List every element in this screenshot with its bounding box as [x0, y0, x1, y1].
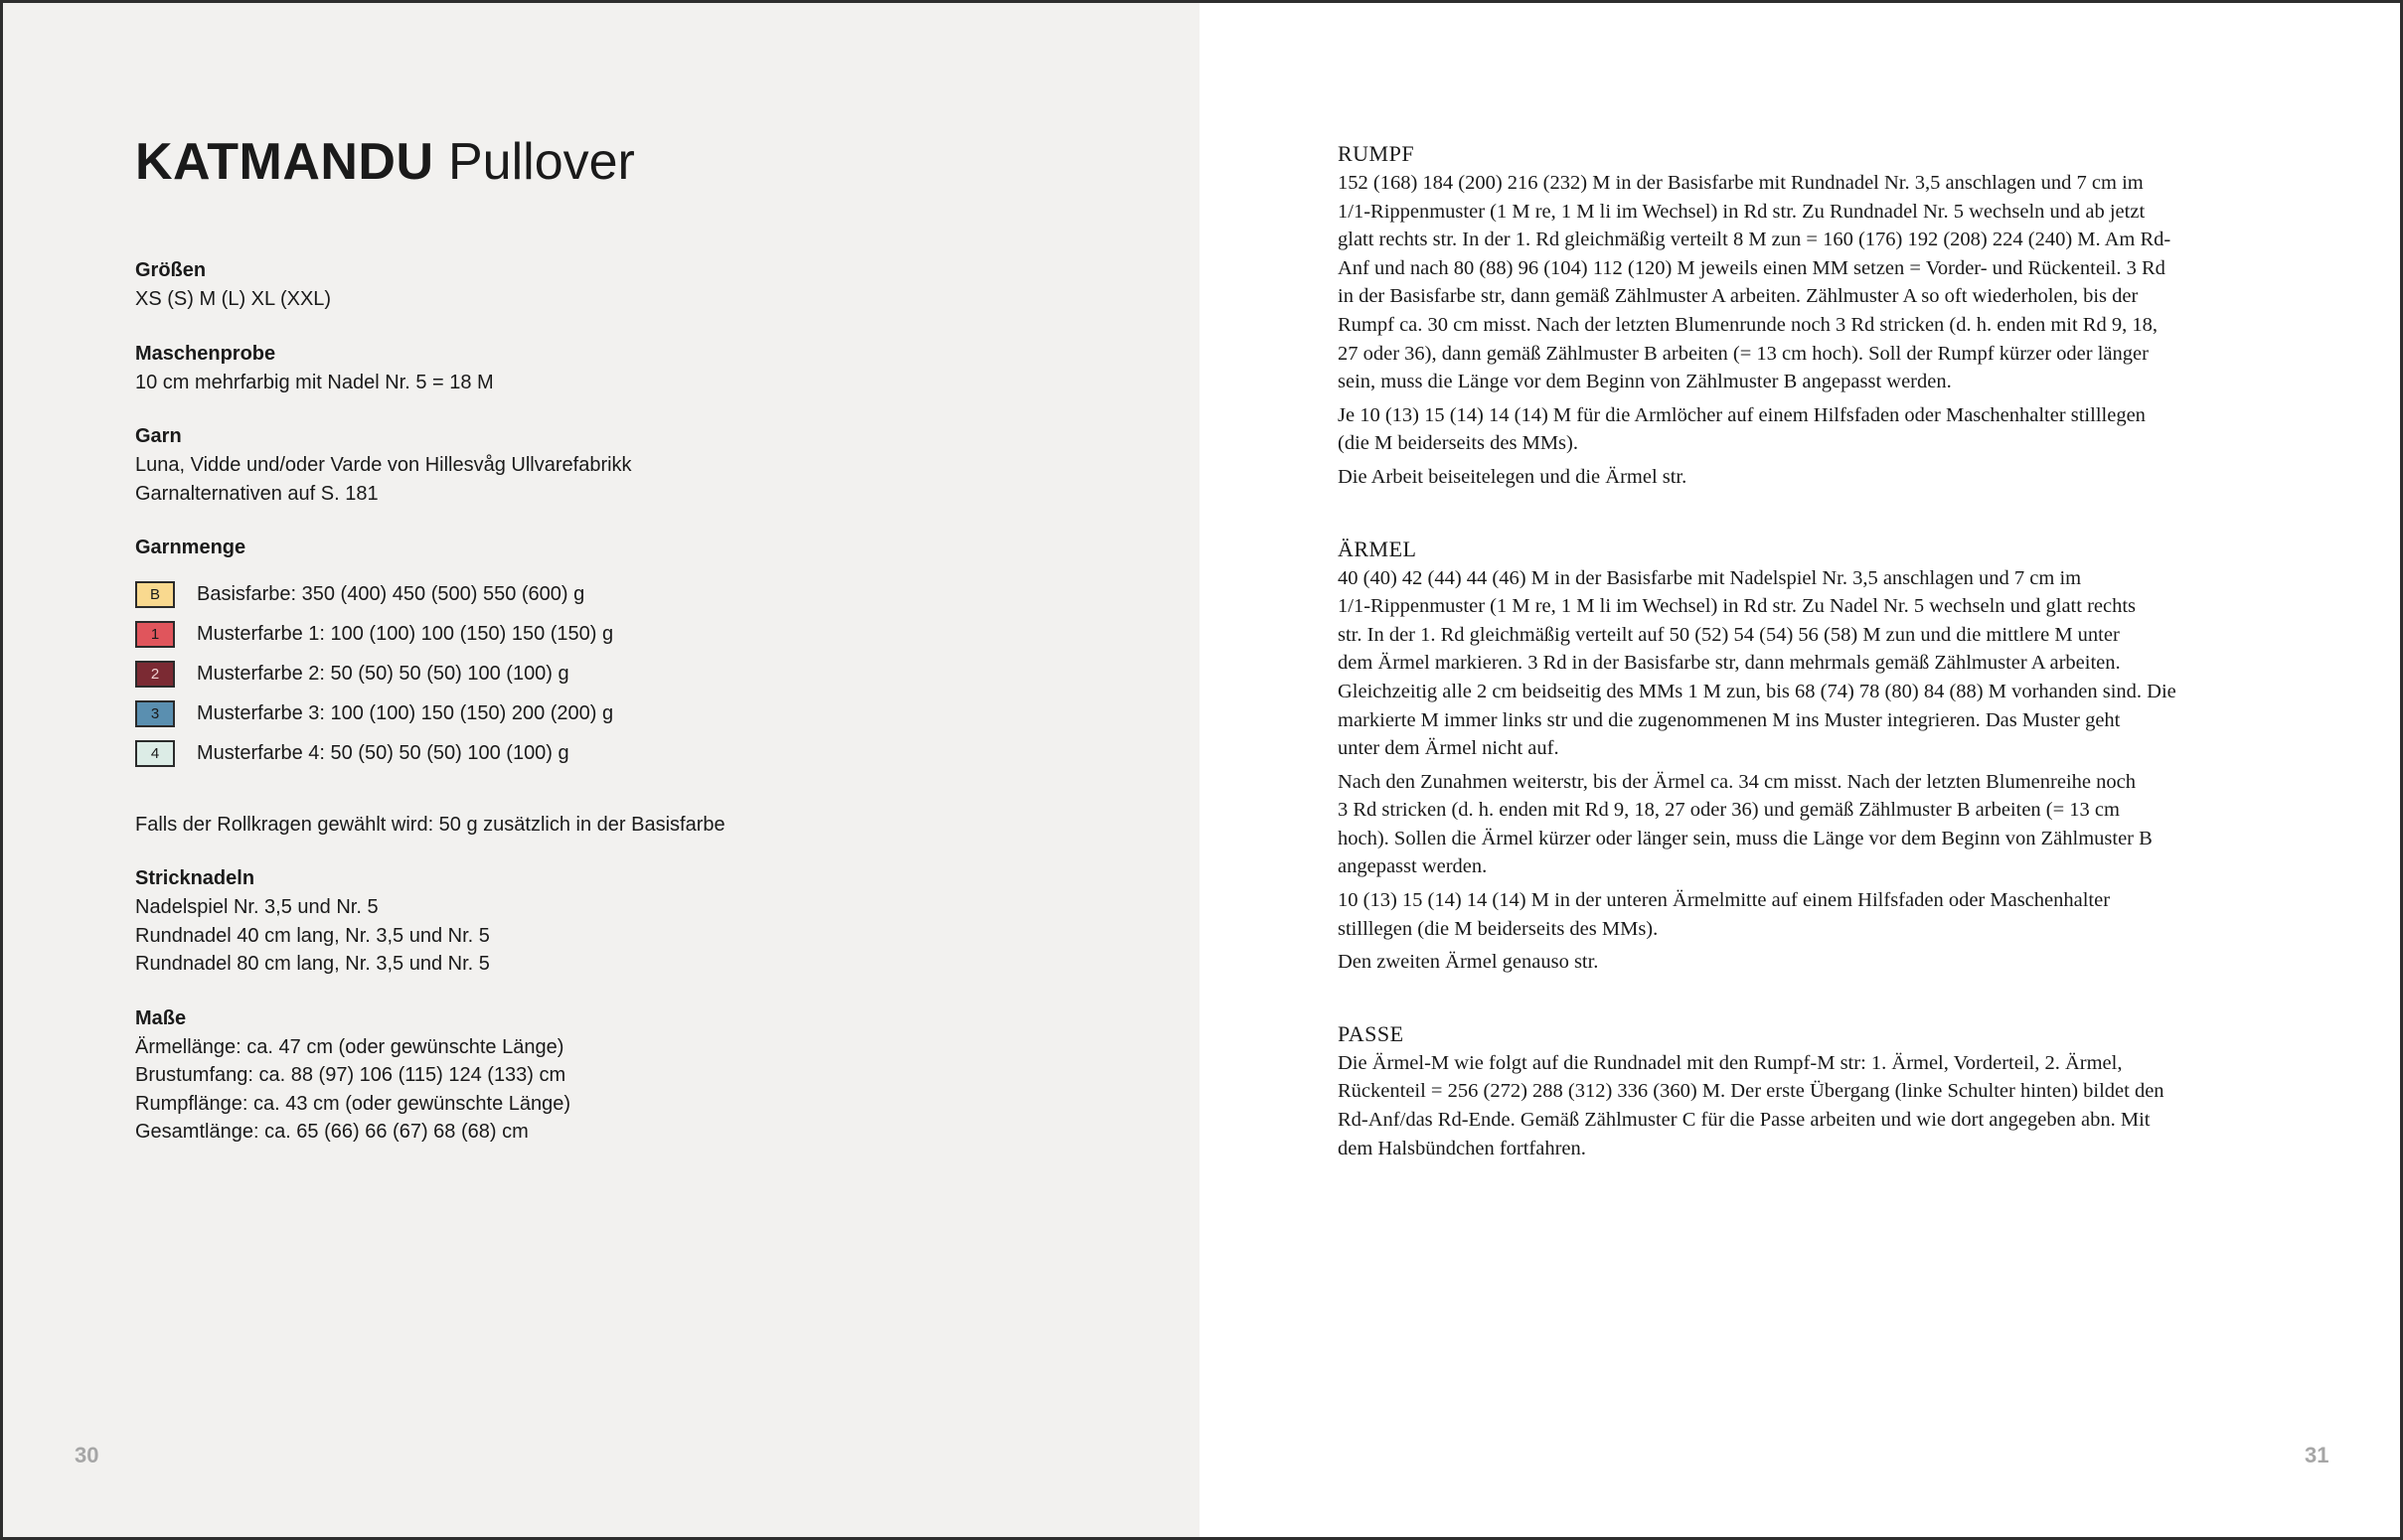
instruction-paragraph: Die Arbeit beiseitelegen und die Ärmel str.	[1338, 465, 1687, 488]
needles-heading: Stricknadeln	[135, 867, 255, 889]
gauge-heading: Maschenprobe	[135, 342, 276, 365]
yarn-amount-row	[135, 654, 1129, 693]
measures-list	[135, 1033, 1129, 1147]
title-bold: KATMANDU	[135, 133, 434, 191]
yarn-line: Luna, Vidde und/oder Varde von Hillesvåg Ullvarefabrikk	[135, 454, 632, 476]
measure-item: Gesamtlänge: ca. 65 (66) 66 (67) 68 (68) cm	[135, 1121, 529, 1143]
pattern-specs	[135, 256, 1129, 1147]
yarn-amount-label: Musterfarbe 4: 50 (50) 50 (50) 100 (100) g	[197, 741, 569, 764]
color-swatch: 1	[135, 621, 175, 648]
section-heading: RUMPF	[1338, 141, 1415, 166]
yarn-amount-row	[135, 614, 1129, 654]
measure-item: Brustumfang: ca. 88 (97) 106 (115) 124 (133) cm	[135, 1064, 566, 1086]
gauge-text: 10 cm mehrfarbig mit Nadel Nr. 5 = 18 M	[135, 371, 494, 393]
yarn-amount-list	[135, 574, 1129, 773]
color-swatch: 3	[135, 700, 175, 727]
measure-item: Rumpflänge: ca. 43 cm (oder gewünschte Länge)	[135, 1092, 571, 1115]
yarn-amount-row	[135, 733, 1129, 773]
needles-list	[135, 893, 1129, 979]
yarn-amount-heading: Garnmenge	[135, 537, 246, 558]
pattern-title	[135, 130, 635, 194]
instruction-paragraph: Die Ärmel-M wie folgt auf die Rundnadel mit den Rumpf-M str: 1. Ärmel, Vorderteil, 2. Ärmel, Rückenteil = 256 (272) 288 (312) 336 (360) M. Der erste Übergang (linke Schulter hinten) bildet den Rd-Anf/das Rd-Ende. Gemäß Zählmuster C für die Passe arbeiten und wie dort angegeben abn. Mit dem Halsbündchen fortfahren.	[1338, 1051, 2164, 1159]
rollkragen-note: Falls der Rollkragen gewählt wird: 50 g zusätzlich in der Basisfarbe	[135, 814, 725, 836]
instruction-paragraph: Den zweiten Ärmel genauso str.	[1338, 951, 1599, 974]
yarn-line: Garnalternativen auf S. 181	[135, 482, 379, 505]
color-swatch: 4	[135, 740, 175, 767]
color-swatch: 2	[135, 661, 175, 688]
section-heading: ÄRMEL	[1338, 536, 1417, 561]
instructions	[1338, 139, 2257, 1167]
instruction-paragraph: Nach den Zunahmen weiterstr, bis der Ärmel ca. 34 cm misst. Nach der letzten Blumenreihe noch 3 Rd stricken (d. h. enden mit Rd 9, 18, 27 oder 36) und gemäß Zählmuster B arbeiten (= 13 cm hoch). Sollen die Ärmel kürzer oder länger sein, muss die Länge vor dem Beginn von Zählmuster B angepasst werden.	[1338, 770, 2153, 878]
instruction-paragraph: 152 (168) 184 (200) 216 (232) M in der Basisfarbe mit Rundnadel Nr. 3,5 anschlagen und 7 cm im 1/1-Rippenmuster (1 M re, 1 M li im Wechsel) in Rd str. Zu Rundnadel Nr. 5 wechseln und ab jetzt glatt rechts str. In der 1. Rd gleichmäßig verteilt 8 M zun = 160 (176) 192 (208) 224 (240) M. Am Rd- Anf und nach 80 (88) 96 (104) 112 (120) M jeweils einen MM setzen = Vorder- und Rückenteil. 3 Rd in der Basisfarbe str, dann gemäß Zählmuster A arbeiten. Zählmuster A so oft wiederholen, bis der Rumpf ca. 30 cm misst. Nach der letzten Blumenrunde noch 3 Rd stricken (d. h. enden mit Rd 9, 18, 27 oder 36), dann gemäß Zählmuster B arbeiten (= 13 cm hoch). Soll der Rumpf kürzer oder länger sein, muss die Länge vor dem Beginn von Zählmuster B angepasst werden.	[1338, 172, 2171, 393]
book-spread	[3, 3, 2400, 1537]
instruction-paragraph: 40 (40) 42 (44) 44 (46) M in der Basisfarbe mit Nadelspiel Nr. 3,5 anschlagen und 7 cm im 1/1-Rippenmuster (1 M re, 1 M li im Wechsel) in Rd str. Zu Nadel Nr. 5 wechseln und glatt rechts str. In der 1. Rd gleichmäßig verteilt auf 50 (52) 54 (54) 56 (58) M zun und die mittlere M unter dem Ärmel markieren. 3 Rd in der Basisfarbe str, dann mehrmals gemäß Zählmuster A arbeiten. Gleichzeitig alle 2 cm beidseitig des MMs 1 M zun, bis 68 (74) 78 (80) 84 (88) M vorhanden sind. Die markierte M immer links str und die zugenommenen M ins Muster integrieren. Das Muster geht unter dem Ärmel nicht auf.	[1338, 566, 2176, 760]
needle-item: Rundnadel 80 cm lang, Nr. 3,5 und Nr. 5	[135, 953, 490, 975]
yarn-amount-row	[135, 693, 1129, 733]
yarn-amount-label: Musterfarbe 1: 100 (100) 100 (150) 150 (150) g	[197, 622, 614, 645]
needle-item: Nadelspiel Nr. 3,5 und Nr. 5	[135, 896, 379, 918]
needle-item: Rundnadel 40 cm lang, Nr. 3,5 und Nr. 5	[135, 924, 490, 947]
yarn-heading: Garn	[135, 425, 182, 447]
sizes-text: XS (S) M (L) XL (XXL)	[135, 288, 332, 310]
right-page	[1200, 3, 2400, 1537]
yarn-amount-label: Musterfarbe 3: 100 (100) 150 (150) 200 (200) g	[197, 701, 614, 724]
measure-item: Ärmellänge: ca. 47 cm (oder gewünschte Länge)	[135, 1035, 564, 1058]
page-number-right: 31	[2305, 1443, 2329, 1467]
instruction-paragraph: Je 10 (13) 15 (14) 14 (14) M für die Armlöcher auf einem Hilfsfaden oder Maschenhalter stilllegen (die M beiderseits des MMs).	[1338, 403, 2146, 455]
title-light: Pullover	[448, 133, 635, 191]
sizes-heading: Größen	[135, 259, 207, 281]
yarn-amount-label: Basisfarbe: 350 (400) 450 (500) 550 (600) g	[197, 582, 585, 605]
left-page	[3, 3, 1200, 1537]
instruction-paragraph: 10 (13) 15 (14) 14 (14) M in der unteren Ärmelmitte auf einem Hilfsfaden oder Maschenhalter stilllegen (die M beiderseits des MMs).	[1338, 889, 2111, 940]
yarn-amount-label: Musterfarbe 2: 50 (50) 50 (50) 100 (100) g	[197, 662, 569, 685]
color-swatch: B	[135, 581, 175, 608]
measures-heading: Maße	[135, 1006, 187, 1029]
yarn-amount-row	[135, 574, 1129, 614]
section-heading: PASSE	[1338, 1020, 1404, 1046]
page-number-left: 30	[75, 1443, 99, 1467]
